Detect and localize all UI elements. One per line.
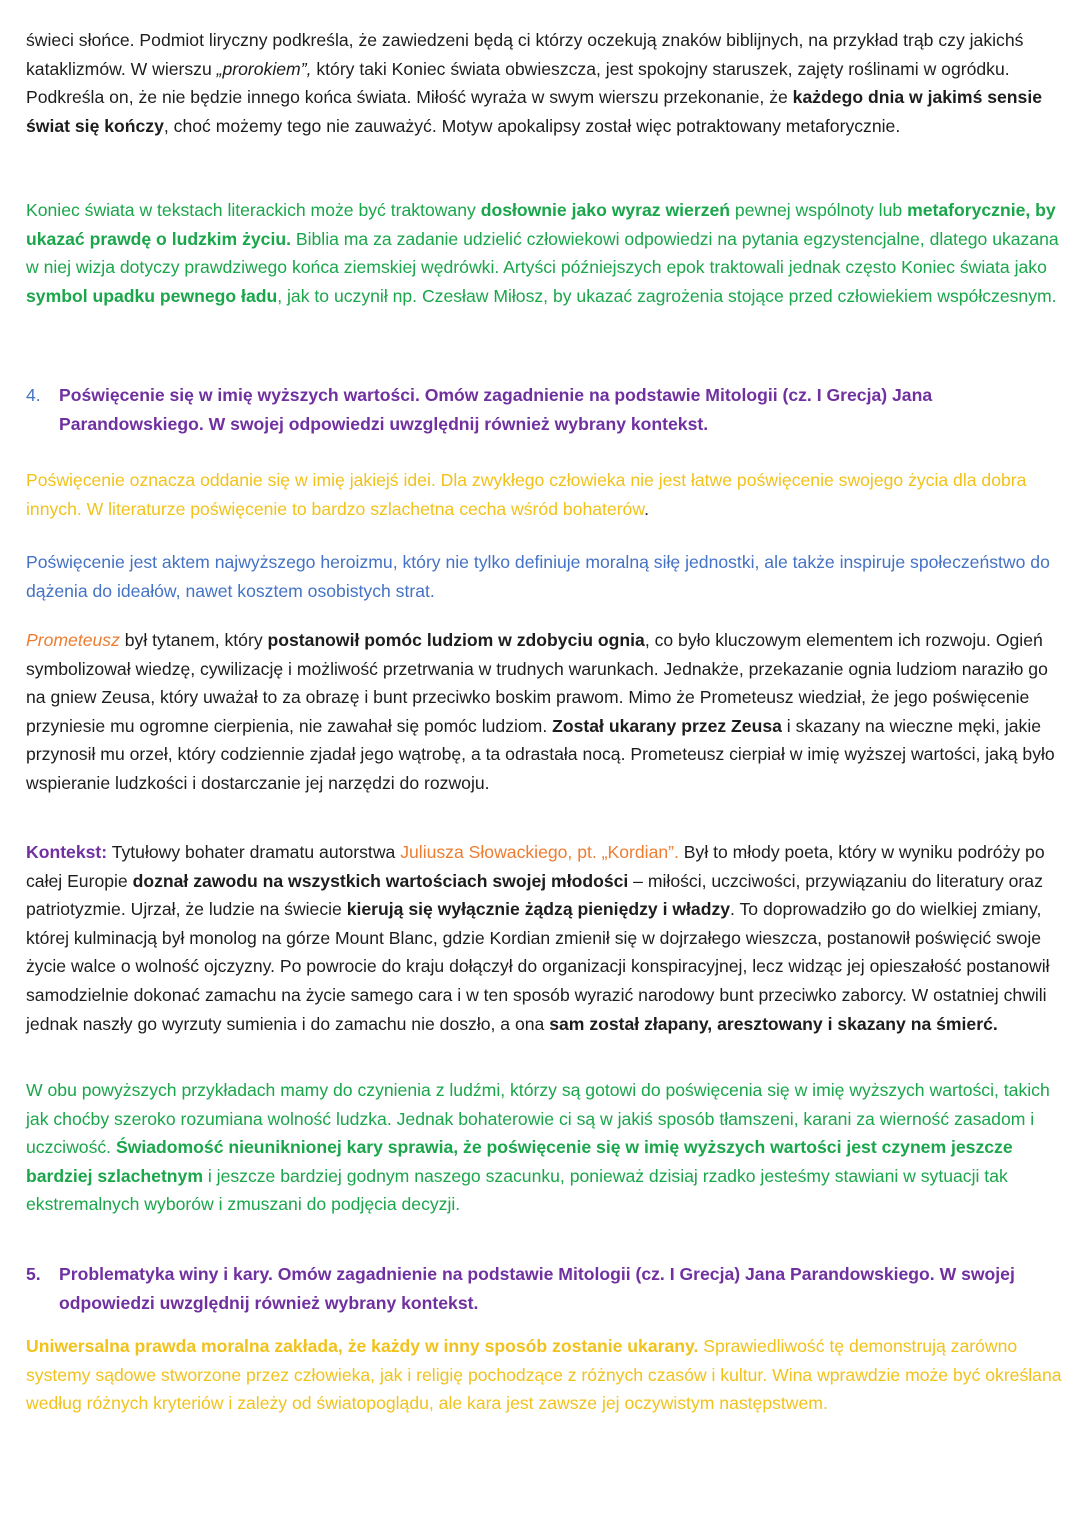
paragraph-koniec-swiata-milosz: świeci słońce. Podmiot liryczny podkreśla, że zawiedzeni będą ci którzy oczekują znaków biblijnych, na przykład trąb czy jakichś kataklizmów. W wierszu „prorokiem”, który taki Koniec świata obwieszcza, jest spokojny staruszek, zajęty roślinami w ogródku. Podkreśla on, że nie będzie innego końca świata. Miłość wyraża w swym wierszu przekonanie, że każdego dnia w jakimś sensie świat się kończy, choć możemy tego nie zauważyć. Motyw apokalipsy został więc potraktowany metaforycznie.: [26, 30, 1043, 136]
paragraph-poswiecenie-definition: Poświęcenie oznacza oddanie się w imię jakiejś idei. Dla zwykłego człowieka nie jest łatwe poświęcenie swojego życia dla dobra innych. W literaturze poświęcenie to bardzo szlachetna cecha wśród bohaterów.: [26, 470, 1027, 519]
paragraph-wina-kara: Uniwersalna prawda moralna zakłada, że każdy w inny sposób zostanie ukarany. Sprawiedliwość tę demonstrują zarówno systemy sądowe stworzone przez człowieka, jak i religię pochodzące z różnych czasów i kultur. Wina wprawdzie może być określana według różnych kryteriów i zależy od światopoglądu, ale kara jest zawsze jej oczywistym następstwem.: [26, 1336, 1062, 1414]
question-4-heading: [26, 381, 1066, 438]
paragraph-kontekst-kordian: Kontekst: Tytułowy bohater dramatu autorstwa Juliusza Słowackiego, pt. „Kordian”. Był to młody poeta, który w wyniku podróży po całej Europie doznał zawodu na wszystkich wartościach swojej młodości – miłości, uczciwości, przywiązaniu do literatury oraz patriotyzmie. Ujrzał, że ludzie na świecie kierują się wyłącznie żądzą pieniędzy i władzy. To doprowadziło go do wielkiej zmiany, której kulminacją był monolog na górze Mount Blanc, gdzie Kordian zmienił się w dojrzałego wieszcza, postanowił poświęcić swoje życie walce o wolność ojczyzny. Po powrocie do kraju dołączył do organizacji konspiracyjnej, lecz widząc jej opieszałość postanowił samodzielnie dokonać zamachu na życie samego cara i w ten sposób wyrazić narodowy bunt przeciwko zaborcy. W ostatniej chwili jednak naszły go wyrzuty sumienia i do zamachu nie doszło, a ona sam został złapany, aresztowany i skazany na śmierć.: [26, 842, 1050, 1034]
paragraph-poswiecenie-conclusion: W obu powyższych przykładach mamy do czynienia z ludźmi, którzy są gotowi do poświęcenia się w imię wyższych wartości, takich jak choćby szeroko rozumiana wolność ludzka. Jednak bohaterowie ci są w jakiś sposób tłamszeni, karani za wierność zasadom i uczciwość. Świadomość nieuniknionej kary sprawia, że poświęcenie się w imię wyższych wartości jest czynem jeszcze bardziej szlachetnym i jeszcze bardziej godnym naszego szacunku, ponieważ dzisiaj rzadko jesteśmy stawiani w sytuacji tak ekstremalnych wyborów i zmuszani do podjęcia decyzji.: [26, 1080, 1050, 1215]
paragraph-prometeusz: Prometeusz był tytanem, który postanowił pomóc ludziom w zdobyciu ognia, co było kluczowym elementem ich rozwoju. Ogień symbolizował wiedzę, cywilizację i możliwość przetrwania w trudnych warunkach. Jednakże, przekazanie ognia ludziom naraziło go na gniew Zeusa, który uważał to za obrazę i bunt przeciwko boskim prawom. Mimo że Prometeusz wiedział, że jego poświęcenie przyniesie mu ogromne cierpienia, nie zawahał się pomóc ludziom. Został ukarany przez Zeusa i skazany na wieczne męki, jakie przynosił mu orzeł, który codziennie zjadał jego wątrobę, a ta odrastała nocą. Prometeusz cierpiał w imię wyższej wartości, jaką było wspieranie ludzkości i dostarczanie jej narzędzi do rozwoju.: [26, 630, 1055, 793]
question-5-number: 5.: [26, 1264, 41, 1284]
question-4-text: Poświęcenie się w imię wyższych wartości. Omów zagadnienie na podstawie Mitologii (cz. I Grecja) Jana Parandowskiego. W swojej odpowiedzi uwzględnij również wybrany kontekst.: [59, 385, 933, 434]
paragraph-koniec-swiata-summary: Koniec świata w tekstach literackich może być traktowany dosłownie jako wyraz wierzeń pewnej wspólnoty lub metaforycznie, by ukazać prawdę o ludzkim życiu. Biblia ma za zadanie udzielić człowiekowi odpowiedzi na pytania egzystencjalne, dlatego ukazana w niej wizja dotyczy prawdziwego końca ziemskiej wędrówki. Artyści późniejszych epok traktowali jednak często Koniec świata jako symbol upadku pewnego ładu, jak to uczynił np. Czesław Miłosz, by ukazać zagrożenia stojące przed człowiekiem współczesnym.: [26, 200, 1059, 306]
paragraph-poswiecenie-heroism: Poświęcenie jest aktem najwyższego heroizmu, który nie tylko definiuje moralną siłę jednostki, ale także inspiruje społeczeństwo do dążenia do ideałów, nawet kosztem osobistych strat.: [26, 552, 1050, 601]
question-5-heading: [26, 1260, 1066, 1317]
question-4-number: 4.: [26, 385, 41, 405]
question-5-text: Problematyka winy i kary. Omów zagadnienie na podstawie Mitologii (cz. I Grecja) Jana Parandowskiego. W swojej odpowiedzi uwzględnij również wybrany kontekst.: [59, 1264, 1015, 1313]
